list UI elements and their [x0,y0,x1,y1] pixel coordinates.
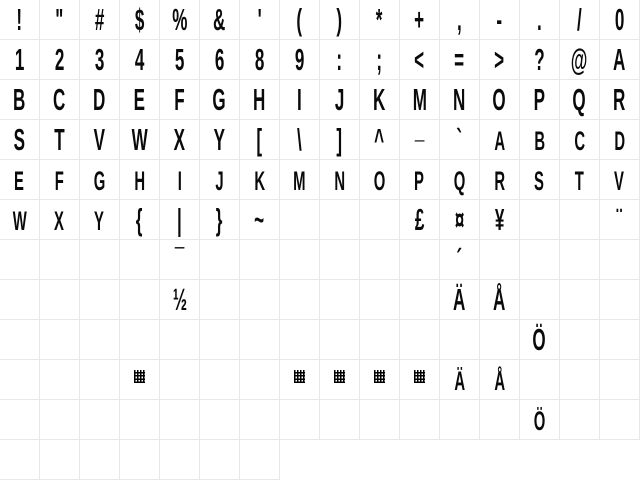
glyph-row [0,280,640,320]
glyph: { [136,202,143,237]
glyph: E [133,82,146,117]
glyph-cell [160,280,200,320]
glyph: 0 [614,2,625,37]
glyph: K [373,82,386,117]
glyph: O [492,82,507,117]
glyph: E [14,166,25,196]
glyph: W [12,206,27,236]
glyph: T [574,166,585,196]
glyph: 4 [134,42,145,77]
glyph: 3 [94,42,105,77]
glyph-cell [520,160,560,200]
glyph: 2 [54,42,65,77]
glyph: ¥ [494,202,505,237]
glyph-cell [200,200,240,240]
glyph-cell [320,0,360,40]
glyph-cell [600,160,640,200]
empty-glyph-cell [320,320,360,360]
glyph-cell [40,200,80,240]
glyph-cell [400,40,440,80]
empty-glyph-cell [280,400,320,440]
empty-glyph-cell [400,280,440,320]
glyph-cell [0,160,40,200]
empty-glyph-cell [560,200,600,240]
empty-glyph-cell [560,240,600,280]
empty-glyph-cell [0,280,40,320]
glyph: * [376,2,383,37]
glyph-cell [160,200,200,240]
glyph-cell [280,160,320,200]
glyph-row [0,320,640,360]
empty-glyph-cell [0,440,40,480]
glyph: C [53,82,66,117]
glyph: P [533,82,546,117]
glyph: J [334,82,345,117]
glyph: Ä [454,366,465,396]
glyph: ^ [374,122,385,157]
glyph: ~ [254,202,265,237]
empty-glyph-cell [200,280,240,320]
glyph-row [0,80,640,120]
glyph-cell [600,0,640,40]
glyph-cell [200,40,240,80]
glyph-cell [0,200,40,240]
glyph: _ [414,110,425,145]
glyph: 6 [214,42,225,77]
empty-glyph-cell [120,440,160,480]
glyph-cell [0,0,40,40]
empty-glyph-cell [80,240,120,280]
empty-glyph-cell [520,240,560,280]
glyph-cell [400,110,440,160]
glyph-cell [440,200,480,240]
glyph-row [0,440,640,480]
glyph-cell [0,120,40,160]
empty-glyph-cell [360,280,400,320]
glyph-cell [240,160,280,200]
empty-glyph-cell [480,320,520,360]
glyph-cell [240,0,280,40]
empty-glyph-cell [40,240,80,280]
glyph: V [614,166,625,196]
glyph-row [0,200,640,240]
empty-glyph-cell [200,320,240,360]
empty-glyph-cell [600,320,640,360]
glyph: £ [414,202,425,237]
glyph: 1 [14,42,25,77]
glyph-cell [400,360,440,400]
glyph-cell [400,200,440,240]
glyph: W [131,122,148,157]
glyph-cell [160,40,200,80]
glyph-row [0,160,640,200]
glyph: F [54,166,65,196]
empty-glyph-cell [200,240,240,280]
empty-glyph-cell [80,320,120,360]
empty-glyph-cell [40,400,80,440]
glyph-cell [200,160,240,200]
glyph-cell [0,80,40,120]
glyph-cell [320,80,360,120]
empty-glyph-cell [240,240,280,280]
glyph: I [177,166,182,196]
glyph: G [93,166,106,196]
glyph-cell [120,200,160,240]
empty-glyph-cell [240,400,280,440]
glyph-cell [520,0,560,40]
glyph: Q [572,82,587,117]
glyph-cell [440,280,480,320]
glyph: ¤ [454,202,465,237]
glyph: \ [297,122,302,157]
glyph-cell [120,120,160,160]
glyph-cell [360,120,400,160]
glyph: Å [494,366,505,396]
glyph-cell [440,120,480,160]
glyph: S [13,122,26,157]
glyph: X [173,122,186,157]
empty-glyph-cell [360,240,400,280]
glyph: Q [453,166,466,196]
empty-glyph-cell [520,200,560,240]
glyph: V [93,122,106,157]
missing-glyph-box-icon [374,370,385,383]
glyph: Y [213,122,226,157]
empty-glyph-cell [240,280,280,320]
glyph: } [216,202,223,237]
glyph: K [254,166,265,196]
empty-glyph-cell [240,440,280,480]
glyph-cell [120,80,160,120]
glyph-cell [600,80,640,120]
glyph: , [457,2,462,37]
glyph-cell [360,360,400,400]
glyph-cell [320,120,360,160]
empty-glyph-cell [240,320,280,360]
empty-glyph-cell [600,280,640,320]
glyph-cell [240,200,280,240]
glyph-row [0,360,640,400]
glyph-row [0,110,640,160]
glyph: B [13,82,26,117]
glyph: G [212,82,227,117]
empty-glyph-cell [280,240,320,280]
glyph: [ [256,122,263,157]
empty-glyph-cell [360,320,400,360]
empty-glyph-cell [600,400,640,440]
glyph: ! [16,2,23,37]
glyph: ´ [456,242,463,277]
glyph-row [0,0,640,40]
glyph-cell [360,40,400,80]
glyph-cell [520,320,560,360]
glyph-cell [560,120,600,160]
glyph: A [613,42,626,77]
glyph-cell [480,0,520,40]
glyph: F [174,82,185,117]
glyph-cell [40,80,80,120]
empty-glyph-cell [80,360,120,400]
glyph: ½ [172,282,187,317]
glyph-cell [360,0,400,40]
empty-glyph-cell [400,320,440,360]
empty-glyph-cell [80,280,120,320]
glyph: H [134,166,145,196]
empty-glyph-cell [0,240,40,280]
glyph: = [454,42,465,77]
empty-glyph-cell [160,440,200,480]
glyph-cell [240,80,280,120]
glyph-cell [320,160,360,200]
glyph-cell [200,80,240,120]
empty-glyph-cell [440,400,480,440]
empty-glyph-cell [600,240,640,280]
empty-glyph-cell [400,240,440,280]
glyph: Ö [533,406,546,436]
missing-glyph-box-icon [334,370,345,383]
glyph-row [0,400,640,440]
glyph: : [336,42,343,77]
glyph-cell [80,120,120,160]
glyph: J [215,166,224,196]
glyph: Ä [453,282,466,317]
missing-glyph-box-icon [414,370,425,383]
empty-glyph-cell [320,240,360,280]
glyph: < [414,42,425,77]
glyph-cell [600,40,640,80]
glyph-cell [560,40,600,80]
glyph: Å [493,282,506,317]
glyph-cell [120,40,160,80]
glyph: # [94,2,105,37]
glyph-cell [440,40,480,80]
glyph-cell [440,80,480,120]
glyph-cell [120,160,160,200]
glyph-cell [520,120,560,160]
glyph-cell [280,360,320,400]
glyph: ¯ [174,242,185,277]
empty-glyph-cell [40,440,80,480]
missing-glyph-box-icon [134,370,145,383]
glyph: Y [94,206,105,236]
glyph-cell [160,80,200,120]
empty-glyph-cell [560,360,600,400]
empty-glyph-cell [160,360,200,400]
empty-glyph-cell [360,200,400,240]
glyph-cell [600,120,640,160]
glyph: N [453,82,466,117]
glyph: P [414,166,425,196]
empty-glyph-cell [520,280,560,320]
glyph: R [494,166,505,196]
empty-glyph-cell [360,400,400,440]
glyph: ` [456,122,463,157]
glyph: & [213,2,226,37]
glyph: ( [296,2,303,37]
glyph-cell [280,0,320,40]
glyph: . [537,2,542,37]
glyph: C [574,126,585,156]
glyph-cell [440,360,480,400]
glyph: R [613,82,626,117]
glyph-cell [80,40,120,80]
glyph: + [414,2,425,37]
empty-glyph-cell [80,440,120,480]
glyph: ) [336,2,343,37]
glyph-cell [480,280,520,320]
glyph-cell [560,80,600,120]
empty-glyph-cell [560,320,600,360]
glyph-cell [440,160,480,200]
glyph-cell [160,0,200,40]
glyph: $ [134,2,145,37]
empty-glyph-cell [40,320,80,360]
glyph-row [0,240,640,280]
glyph: ¨ [616,202,623,237]
glyph-cell [520,80,560,120]
glyph-cell [40,160,80,200]
empty-glyph-cell [200,440,240,480]
glyph-cell [400,0,440,40]
glyph-cell [320,40,360,80]
glyph: ] [336,122,343,157]
glyph-cell [280,80,320,120]
glyph-cell [40,40,80,80]
glyph-cell [120,360,160,400]
glyph-cell [40,120,80,160]
empty-glyph-cell [160,400,200,440]
glyph-cell [200,0,240,40]
glyph: - [496,2,503,37]
empty-glyph-cell [280,200,320,240]
glyph-cell [440,0,480,40]
glyph-cell [480,360,520,400]
empty-glyph-cell [40,360,80,400]
glyph: B [534,126,545,156]
glyph: I [297,82,302,117]
glyph-cell [480,120,520,160]
empty-glyph-cell [520,360,560,400]
glyph-cell [520,400,560,440]
empty-glyph-cell [0,360,40,400]
empty-glyph-cell [560,280,600,320]
glyph-cell [360,160,400,200]
glyph: A [494,126,505,156]
glyph: / [577,2,582,37]
glyph-cell [560,160,600,200]
glyph-cell [200,120,240,160]
empty-glyph-cell [280,280,320,320]
glyph-cell [600,200,640,240]
glyph: T [54,122,65,157]
glyph-row [0,40,640,80]
empty-glyph-cell [200,400,240,440]
glyph: D [93,82,106,117]
glyph: ; [376,42,383,77]
glyph: % [171,2,188,37]
glyph: 9 [294,42,305,77]
glyph-cell [440,240,480,280]
glyph: H [253,82,266,117]
glyph: S [534,166,545,196]
glyph-cell [160,240,200,280]
glyph-cell [480,160,520,200]
glyph: @ [571,42,588,77]
empty-glyph-cell [80,400,120,440]
glyph-cell [40,0,80,40]
empty-glyph-cell [200,360,240,400]
glyph-cell [560,0,600,40]
empty-glyph-cell [120,280,160,320]
empty-glyph-cell [480,240,520,280]
glyph-cell [280,40,320,80]
glyph-cell [80,160,120,200]
empty-glyph-cell [0,320,40,360]
glyph-cell [240,120,280,160]
glyph: 5 [174,42,185,77]
glyph-cell [240,40,280,80]
glyph: N [334,166,345,196]
empty-glyph-cell [0,400,40,440]
glyph-cell [280,120,320,160]
empty-glyph-cell [120,400,160,440]
glyph-cell [400,160,440,200]
glyph: | [177,202,182,237]
empty-glyph-cell [560,400,600,440]
glyph-cell [80,200,120,240]
glyph: Ö [532,322,547,357]
glyph: ' [257,2,262,37]
glyph-cell [360,80,400,120]
empty-glyph-cell [600,360,640,400]
glyph: > [494,42,505,77]
glyph: X [54,206,65,236]
glyph: " [55,2,64,37]
glyph-cell [80,0,120,40]
empty-glyph-cell [320,280,360,320]
glyph-cell [160,160,200,200]
glyph-cell [0,40,40,80]
glyph: M [293,166,306,196]
empty-glyph-cell [120,240,160,280]
glyph: M [412,82,427,117]
glyph-cell [480,40,520,80]
empty-glyph-cell [400,400,440,440]
glyph-cell [480,80,520,120]
glyph-cell [480,200,520,240]
glyph: 8 [254,42,265,77]
empty-glyph-cell [120,320,160,360]
empty-glyph-cell [320,200,360,240]
glyph: ? [534,42,545,77]
empty-glyph-cell [40,280,80,320]
glyph: D [614,126,625,156]
empty-glyph-cell [240,360,280,400]
empty-glyph-cell [280,320,320,360]
missing-glyph-box-icon [294,370,305,383]
glyph-cell [160,120,200,160]
glyph-cell [80,80,120,120]
empty-glyph-cell [480,400,520,440]
empty-glyph-cell [320,400,360,440]
glyph-cell [320,360,360,400]
empty-glyph-cell [440,320,480,360]
glyph: O [373,166,386,196]
glyph-cell [520,40,560,80]
empty-glyph-cell [160,320,200,360]
glyph-cell [120,0,160,40]
